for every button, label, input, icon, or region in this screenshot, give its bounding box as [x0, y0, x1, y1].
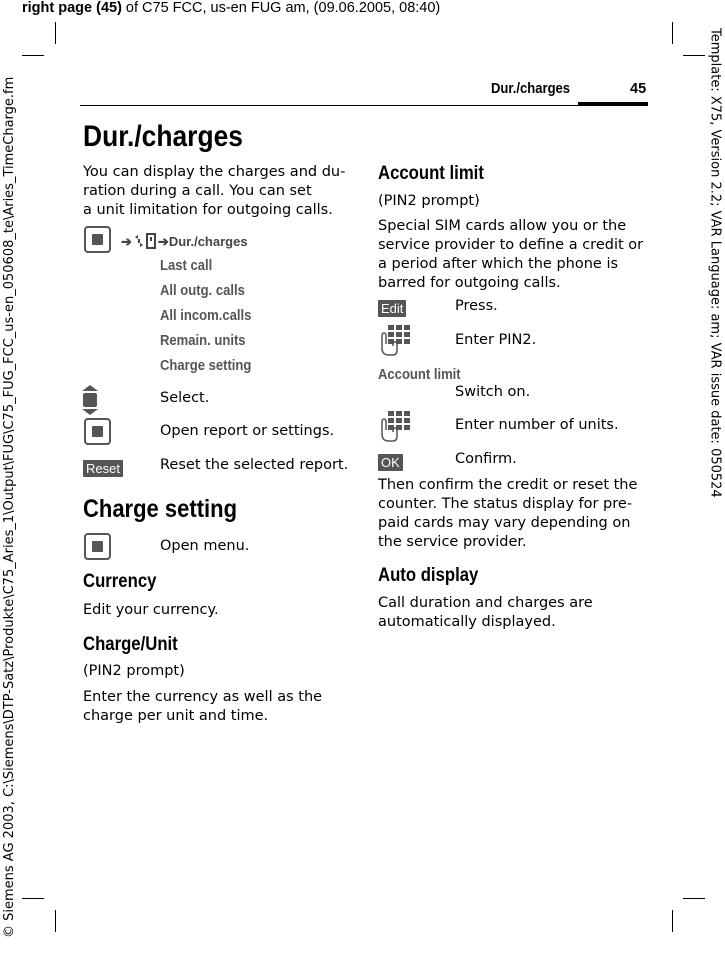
copyright-path: © Siemens AG 2003, C:\Siemens\DTP-Satz\Produkte\C75_Aries_1\Output\FUG\C75_FUG_FCC_us-en_050608_te\Aries_TimeCharge.fm — [2, 76, 17, 938]
crop-mark — [22, 898, 44, 899]
crop-mark — [22, 55, 44, 56]
currency-text: Edit your currency. — [83, 602, 219, 618]
open-menu-desc: Open menu. — [160, 538, 250, 554]
keypad-icon — [378, 410, 410, 442]
edit-key-label: Edit — [378, 300, 406, 317]
text-line: Call duration and charges are — [378, 595, 593, 611]
account-limit-option[interactable]: Account limit — [378, 367, 461, 383]
reset-key-label: Reset — [83, 460, 123, 477]
open-report-desc: Open report or settings. — [160, 423, 335, 439]
print-header — [22, 0, 440, 16]
subsection-account-limit: Account limit — [378, 163, 484, 184]
intro-text — [83, 163, 353, 220]
text-line: the service provider. — [378, 534, 527, 550]
arrow-icon: ➔ — [157, 234, 169, 249]
nav-key-icon — [84, 418, 111, 445]
text-line: You can display the charges and du- — [83, 164, 346, 180]
confirm-desc: Confirm. — [455, 451, 517, 467]
page-title: Dur./charges — [83, 120, 243, 153]
up-down-key-icon — [82, 385, 98, 415]
phone-swap-icon — [134, 234, 144, 248]
text-line: service provider to define a credit or — [378, 237, 644, 253]
text-line: ration during a call. You can set — [83, 183, 312, 199]
menu-item-remain-units[interactable]: Remain. units — [160, 333, 246, 349]
nav-key-icon — [84, 533, 111, 560]
menu-item-charge-setting[interactable]: Charge setting — [160, 358, 252, 374]
reset-desc: Reset the selected report. — [160, 457, 349, 473]
text-line: a unit limitation for outgoing calls. — [83, 202, 333, 218]
keypad-icon — [378, 324, 410, 356]
then-text — [378, 476, 653, 552]
crop-mark — [683, 898, 705, 899]
print-header-rest: of C75 FCC, us-en FUG am, (09.06.2005, 08:40) — [121, 0, 441, 16]
text-line: barred for outgoing calls. — [378, 275, 561, 291]
subsection-auto-display: Auto display — [378, 565, 479, 586]
text-line: Special SIM cards allow you or the — [378, 218, 627, 234]
running-title: Dur./charges — [491, 81, 571, 97]
crop-mark — [55, 22, 56, 44]
phone-icon — [146, 233, 156, 249]
charge-unit-prompt: (PIN2 prompt) — [83, 663, 185, 679]
path-label: Dur./charges — [168, 234, 248, 249]
ok-softkey[interactable] — [378, 452, 403, 471]
arrow-icon: ➔ — [121, 234, 132, 249]
crop-mark — [672, 910, 673, 932]
menu-path — [121, 233, 248, 250]
header-rule-thick — [578, 102, 648, 105]
select-desc: Select. — [160, 390, 210, 406]
header-rule — [80, 105, 648, 106]
charge-unit-text — [83, 688, 353, 726]
text-line: counter. The status display for pre- — [378, 496, 633, 512]
text-line: Enter the currency as well as the — [83, 689, 323, 705]
reset-softkey[interactable] — [83, 458, 123, 477]
crop-mark — [672, 22, 673, 44]
text-line: automatically displayed. — [378, 614, 556, 630]
text-line: charge per unit and time. — [83, 708, 269, 724]
edit-desc: Press. — [455, 298, 498, 314]
ok-key-label: OK — [378, 454, 403, 471]
menu-item-last-call[interactable]: Last call — [160, 258, 213, 274]
menu-list — [160, 258, 262, 383]
nav-key-icon — [84, 226, 111, 253]
text-line: paid cards may vary depending on — [378, 515, 631, 531]
switch-on-desc: Switch on. — [455, 384, 531, 400]
account-prompt: (PIN2 prompt) — [378, 193, 480, 209]
subsection-charge-unit: Charge/Unit — [83, 634, 178, 655]
print-header-bold: right page (45) — [22, 0, 122, 16]
menu-item-all-incom[interactable]: All incom.calls — [160, 308, 252, 324]
text-line: a period after which the phone is — [378, 256, 619, 272]
crop-mark — [55, 910, 56, 932]
text-line: Then confirm the credit or reset the — [378, 477, 638, 493]
subsection-currency: Currency — [83, 571, 157, 592]
pin2-desc: Enter PIN2. — [455, 332, 537, 348]
auto-text — [378, 594, 653, 632]
units-desc: Enter number of units. — [455, 417, 619, 433]
crop-mark — [683, 55, 705, 56]
template-info: Template: X75, Version 2.2; VAR Language: am; VAR issue date: 050524 — [708, 28, 723, 498]
page-number: 45 — [630, 81, 647, 97]
account-text — [378, 217, 653, 293]
menu-item-all-outg[interactable]: All outg. calls — [160, 283, 245, 299]
edit-softkey[interactable] — [378, 298, 406, 317]
section-title-charge-setting: Charge setting — [83, 495, 238, 523]
